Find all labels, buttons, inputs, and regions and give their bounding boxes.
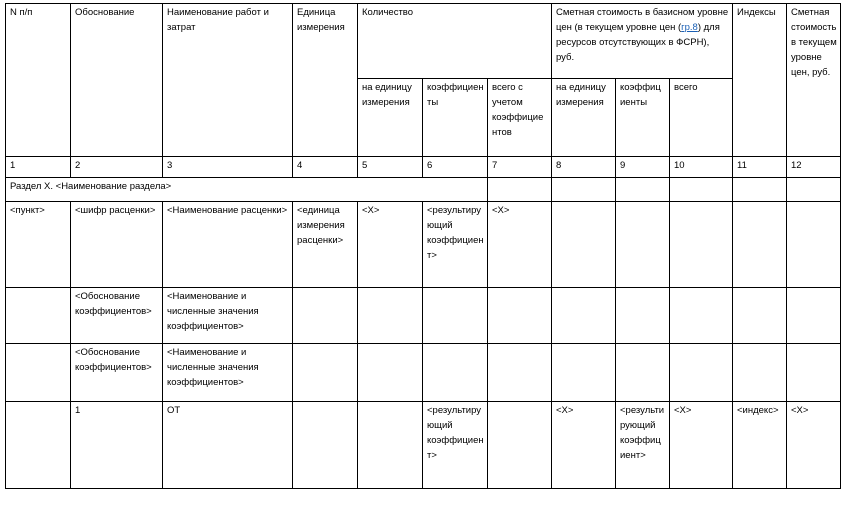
column-number: 8 [552, 157, 616, 178]
empty-cell [616, 178, 670, 202]
cell-qty-total: <X> [488, 202, 552, 288]
header-cost-total-label: всего [674, 82, 698, 93]
empty-cell [6, 288, 71, 344]
empty-cell [423, 288, 488, 344]
column-number: 7 [488, 157, 552, 178]
header-index [733, 4, 787, 157]
header-qty-coefficients-label: коэффициенты [427, 82, 484, 108]
empty-cell [358, 344, 423, 402]
header-number-label: N п/п [10, 7, 33, 18]
empty-cell [293, 344, 358, 402]
cell-item-number: <пункт> [6, 202, 71, 288]
header-current-cost [787, 4, 841, 157]
empty-cell [552, 178, 616, 202]
column-number: 10 [670, 157, 733, 178]
header-cost-per-unit [552, 79, 616, 157]
header-base-cost-pre: Сметная стоимость в базисном уровне цен (в текущем уровне цен ( [556, 7, 729, 33]
header-base-cost [552, 4, 733, 79]
estimate-table [5, 3, 841, 489]
empty-cell [358, 288, 423, 344]
empty-cell [423, 344, 488, 402]
cell-ot-name: ОТ [163, 402, 293, 489]
header-qty-total [488, 79, 552, 157]
column-number: 5 [358, 157, 423, 178]
cell-ot-cost-per-unit: <X> [552, 402, 616, 489]
cell-ot-qty-coefficient: <результирующий коэффициент> [423, 402, 488, 489]
column-number: 11 [733, 157, 787, 178]
column-number: 3 [163, 157, 293, 178]
header-work-name-label: Наименование работ и затрат [167, 7, 269, 33]
header-justification [71, 4, 163, 157]
empty-cell [358, 402, 423, 489]
empty-cell [293, 402, 358, 489]
header-qty-per-unit-label: на единицу измерения [362, 82, 412, 108]
empty-cell [616, 202, 670, 288]
header-qty-per-unit [358, 79, 423, 157]
cell-rate-unit: <единица измерения расценки> [293, 202, 358, 288]
header-index-label: Индексы [737, 7, 776, 18]
empty-cell [670, 344, 733, 402]
column-number: 4 [293, 157, 358, 178]
empty-cell [616, 344, 670, 402]
table-row [6, 202, 841, 288]
empty-cell [552, 202, 616, 288]
empty-cell [733, 202, 787, 288]
header-unit [293, 4, 358, 157]
empty-cell [488, 344, 552, 402]
empty-cell [787, 288, 841, 344]
header-row-main [6, 4, 841, 79]
empty-cell [552, 288, 616, 344]
empty-cell [488, 178, 552, 202]
empty-cell [293, 288, 358, 344]
cell-ot-cost-coefficient: <результирующий коэффициент> [616, 402, 670, 489]
cell-qty-coefficient: <результирующий коэффициент> [423, 202, 488, 288]
empty-cell [733, 344, 787, 402]
empty-cell [552, 344, 616, 402]
empty-cell [670, 202, 733, 288]
header-qty-coefficients [423, 79, 488, 157]
empty-cell [488, 288, 552, 344]
column-numbers-row [6, 157, 841, 178]
cell-rate-name: <Наименование расценки> [163, 202, 293, 288]
cell-ot-number: 1 [71, 402, 163, 489]
column-number: 6 [423, 157, 488, 178]
cell-ot-current-cost: <X> [787, 402, 841, 489]
empty-cell [733, 288, 787, 344]
column-8-link[interactable]: гр.8 [681, 22, 698, 33]
cell-ot-cost-total: <X> [670, 402, 733, 489]
empty-cell [733, 178, 787, 202]
table-row [6, 402, 841, 489]
cell-coef-name: <Наименование и численные значения коэффициентов> [163, 344, 293, 402]
empty-cell [488, 402, 552, 489]
empty-cell [787, 344, 841, 402]
cell-coef-name: <Наименование и численные значения коэффициентов> [163, 288, 293, 344]
header-cost-coefficients-label: коэффициенты [620, 82, 661, 108]
column-number: 2 [71, 157, 163, 178]
section-title: Раздел X. <Наименование раздела> [6, 178, 488, 202]
empty-cell [6, 344, 71, 402]
header-cost-per-unit-label: на единицу измерения [556, 82, 606, 108]
empty-cell [670, 288, 733, 344]
header-number [6, 4, 71, 157]
section-row [6, 178, 841, 202]
cell-qty-per-unit: <X> [358, 202, 423, 288]
header-quantity-label: Количество [362, 7, 414, 18]
header-current-cost-label: Сметная стоимость в текущем уровне цен, руб. [791, 7, 837, 78]
header-work-name [163, 4, 293, 157]
header-base-cost-post: ) для ресурсов отсутствующих в ФСРН), руб. [556, 22, 720, 63]
column-number: 1 [6, 157, 71, 178]
column-number: 9 [616, 157, 670, 178]
header-justification-label: Обоснование [75, 7, 135, 18]
empty-cell [787, 202, 841, 288]
empty-cell [787, 178, 841, 202]
cell-coef-justification: <Обоснование коэффициентов> [71, 344, 163, 402]
header-cost-coefficients [616, 79, 670, 157]
cell-ot-index: <индекс> [733, 402, 787, 489]
header-qty-total-label: всего с учетом коэффициентов [492, 82, 544, 138]
cell-rate-code: <шифр расценки> [71, 202, 163, 288]
table-row [6, 288, 841, 344]
empty-cell [616, 288, 670, 344]
column-number: 12 [787, 157, 841, 178]
cell-coef-justification: <Обоснование коэффициентов> [71, 288, 163, 344]
header-quantity [358, 4, 552, 79]
header-cost-total [670, 79, 733, 157]
empty-cell [6, 402, 71, 489]
table-row [6, 344, 841, 402]
header-unit-label: Единица измерения [297, 7, 345, 33]
empty-cell [670, 178, 733, 202]
